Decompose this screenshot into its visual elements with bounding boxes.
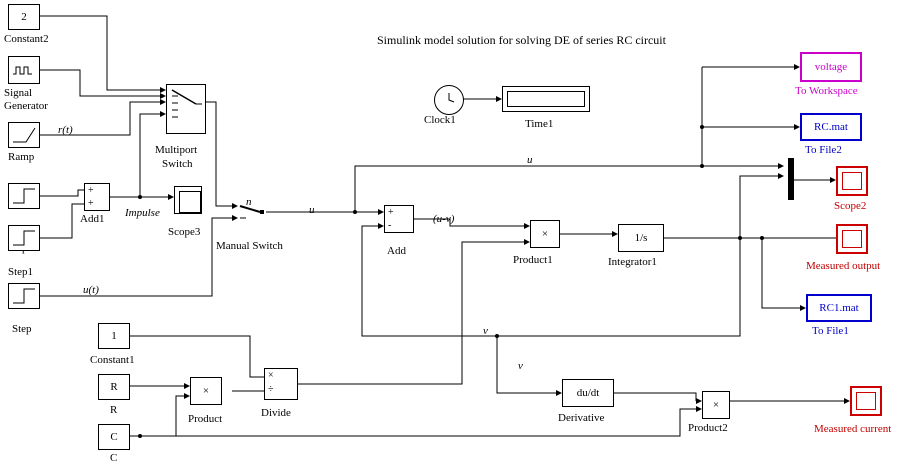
rc1-mat-label: RC1.mat [819,302,859,314]
step2-block[interactable] [8,183,40,209]
add1-block[interactable] [84,183,110,211]
add1-plus-top: + [88,185,94,196]
integrator1-block[interactable] [618,224,664,252]
product2-symbol: × [712,399,720,411]
product-symbol: × [202,385,210,397]
rc-mat-label: RC.mat [814,121,848,133]
add-minus: - [388,220,392,231]
signal-generator-caption-2: Generator [4,100,48,112]
product1-symbol: × [541,228,549,240]
multiport-switch-block[interactable] [166,84,206,134]
rc1-mat-block[interactable] [806,294,872,322]
manual-switch-icon [238,198,268,226]
signal-u-mid-label: u [309,204,315,216]
multiport-switch-caption-1: Multiport [155,144,198,156]
constant1-label: 1 [111,330,117,342]
derivative-block[interactable] [562,379,614,407]
ramp-block[interactable] [8,122,40,148]
multiport-switch-icon [166,84,206,134]
measured-current-caption: Measured current [814,423,892,435]
to-workspace-caption: To Workspace [795,85,858,97]
mux-block[interactable] [788,158,794,200]
measured-output-screen [842,230,862,248]
scope2-caption: Scope2 [834,200,867,212]
manual-switch-block[interactable] [238,198,266,224]
divide-block[interactable] [264,368,298,400]
to-file1-caption: To File1 [812,325,849,337]
step2-icon [8,183,40,209]
divide-mul-symbol: × [268,370,274,381]
derivative-label: du/dt [576,387,600,399]
measured-output-caption: Measured output [806,260,881,272]
add-caption: Add [387,245,406,257]
scope3-block[interactable] [174,186,202,214]
signal-generator-icon [8,56,40,84]
product2-block[interactable] [702,391,730,419]
add-block[interactable] [384,205,414,233]
constant2-caption: Constant2 [4,33,49,45]
c-caption: C [110,452,118,464]
manual-switch-port-label: n [246,196,252,208]
ramp-caption: Ramp [8,151,35,163]
c-label: C [110,431,118,443]
ramp-signal-label: r(t) [58,124,73,136]
add-plus: + [388,207,394,218]
step1-block[interactable] [8,225,40,251]
clock-icon [435,86,463,114]
r-block[interactable] [98,374,130,400]
time1-block[interactable] [502,86,590,112]
add1-caption: Add1 [80,213,105,225]
constant2-label: 2 [21,11,27,23]
measured-current-screen [856,392,876,410]
step1-caption: Step1 [8,266,34,278]
product2-caption: Product2 [688,422,728,434]
product1-caption: Product1 [513,254,553,266]
derivative-caption: Derivative [558,412,605,424]
signal-generator-caption-1: Signal [4,87,33,99]
divide-caption: Divide [261,407,291,419]
r-label: R [110,381,118,393]
signal-uv-label: (u-v) [433,213,455,225]
product1-block[interactable] [530,220,560,248]
manual-switch-caption: Manual Switch [216,240,283,252]
scope2-block[interactable] [836,166,868,196]
step-block[interactable] [8,283,40,309]
multiport-switch-caption-2: Switch [162,158,193,170]
signal-v-mid-label: v [483,325,488,337]
rc-mat-block[interactable] [800,113,862,141]
c-block[interactable] [98,424,130,450]
clock1-block[interactable] [434,85,464,115]
measured-output-block[interactable] [836,224,868,254]
signal-v-low-label: v [518,360,523,372]
signal-generator-block[interactable] [8,56,40,84]
scope3-caption: Scope3 [168,226,201,238]
constant1-block[interactable] [98,323,130,349]
voltage-label: voltage [814,61,848,73]
diagram-title: Simulink model solution for solving DE of series RC circuit [377,33,666,47]
constant1-caption: Constant1 [90,354,135,366]
scope3-screen [179,191,201,213]
time1-caption: Time1 [525,118,554,130]
integrator1-label: 1/s [634,232,648,244]
time1-display [507,91,585,107]
product-block[interactable] [190,377,222,405]
impulse-signal-label: Impulse [125,207,160,219]
integrator1-caption: Integrator1 [608,256,657,268]
product-caption: Product [188,413,223,425]
scope2-screen [842,172,862,190]
step-caption: Step [12,323,32,335]
clock1-caption: Clock1 [424,114,456,126]
step-signal-label: u(t) [83,284,99,296]
voltage-block[interactable] [800,52,862,82]
step-icon [8,283,40,309]
signal-u-top-label: u [527,154,533,166]
step1-icon [8,225,40,251]
measured-current-block[interactable] [850,386,882,416]
divide-div-symbol: ÷ [268,384,274,395]
constant2-block[interactable] [8,4,40,30]
add1-plus-bottom: + [88,198,94,209]
to-file2-caption: To File2 [805,144,842,156]
ramp-icon [8,122,40,148]
r-caption: R [110,404,118,416]
